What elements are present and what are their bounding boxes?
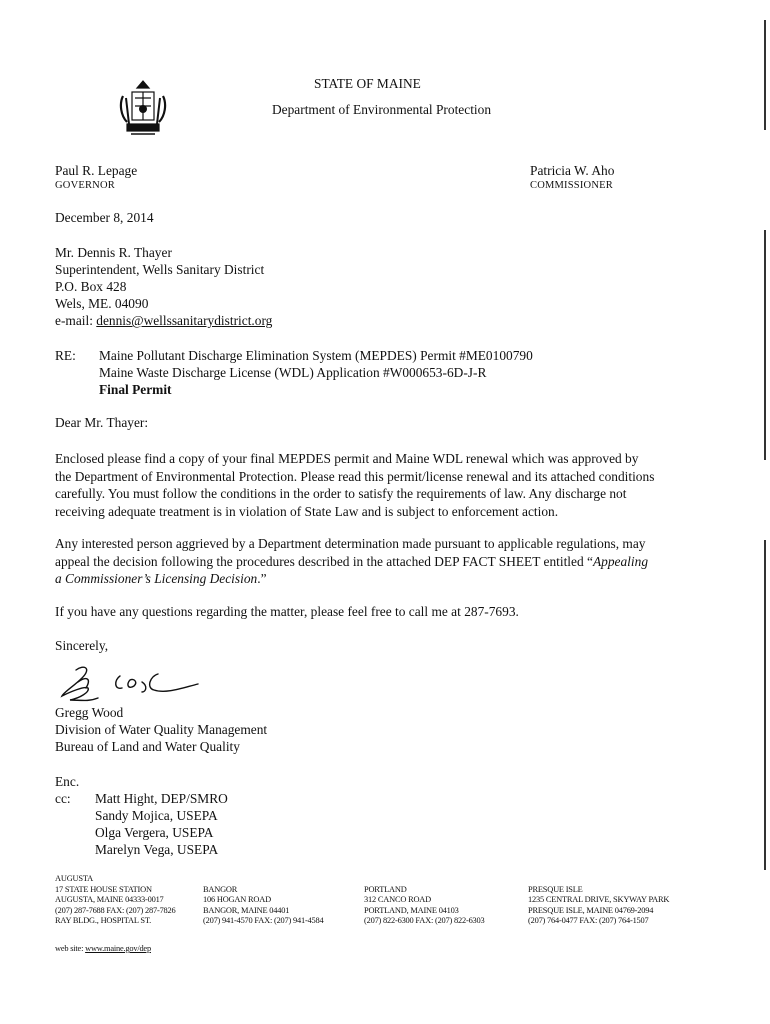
- footer-line: 17 STATE HOUSE STATION: [55, 884, 152, 894]
- re-line-1: Maine Pollutant Discharge Elimination System (MEPDES) Permit #ME0100790: [99, 348, 533, 363]
- paragraph2-line2-text: appeal the decision following the procedures described in the attached DEP FACT SHEET entitled “: [55, 553, 593, 569]
- department-name: Department of Environmental Protection: [272, 102, 492, 117]
- recipient-title: Superintendent, Wells Sanitary District: [55, 262, 265, 277]
- governor-name: Paul R. Lepage: [55, 163, 138, 178]
- footer-line: PORTLAND, MAINE 04103: [364, 905, 459, 915]
- website-label: web site:: [55, 944, 86, 953]
- salutation: Dear Mr. Thayer:: [55, 415, 149, 430]
- paragraph-appeal: [55, 535, 710, 588]
- paragraph1-line: carefully. You must follow the conditions in the order to satisfy the requirements of law. Any discharge not: [55, 486, 627, 502]
- footer-line: 106 HOGAN ROAD: [203, 895, 271, 905]
- signer-bureau: Bureau of Land and Water Quality: [55, 739, 240, 754]
- cc-name: Marelyn Vega, USEPA: [95, 842, 219, 857]
- governor-title: GOVERNOR: [55, 180, 115, 191]
- footer-line: PRESQUE ISLE: [528, 884, 583, 894]
- state-seal-icon: [117, 78, 169, 138]
- footer-line: AUGUSTA, MAINE 04333-0017: [55, 895, 164, 905]
- footer-line: PRESQUE ISLE, MAINE 04769-2094: [528, 905, 654, 915]
- cc-name: Matt Hight, DEP/SMRO: [95, 791, 228, 806]
- re-line-2: Maine Waste Discharge License (WDL) Application #W000653-6D-J-R: [99, 365, 487, 380]
- footer-line: RAY BLDG., HOSPITAL ST.: [55, 916, 152, 926]
- footer-line: (207) 822-6300 FAX: (207) 822-6303: [364, 916, 485, 926]
- paragraph2-line3: [55, 570, 710, 588]
- paragraph2-line1: Any interested person aggrieved by a Department determination made pursuant to applicable regulations, may: [55, 536, 646, 551]
- footer-line: (207) 287-7688 FAX: (207) 287-7826: [55, 905, 176, 915]
- paragraph1-line: the Department of Environmental Protection. Please read this permit/license renewal and its attached conditions: [55, 468, 655, 484]
- scan-edge-line: [764, 540, 766, 870]
- footer-line: BANGOR, MAINE 04401: [203, 905, 290, 915]
- re-line-3: Final Permit: [99, 382, 172, 397]
- footer-line: BANGOR: [203, 884, 238, 894]
- paragraph-enclosed: [55, 450, 710, 520]
- paragraph2-line3-end: .”: [257, 571, 267, 587]
- footer-bangor: [203, 885, 324, 927]
- cc-name: Sandy Mojica, USEPA: [95, 808, 218, 823]
- footer-portland: [364, 885, 485, 927]
- commissioner-title: COMMISSIONER: [530, 180, 613, 191]
- paragraph-questions: If you have any questions regarding the matter, please feel free to call me at 287-7693.: [55, 604, 519, 619]
- state-name: STATE OF MAINE: [314, 76, 421, 91]
- appeal-title-part1: Appealing: [592, 553, 649, 569]
- recipient-address1: P.O. Box 428: [55, 279, 127, 294]
- signer-name: Gregg Wood: [55, 705, 124, 720]
- footer-line: (207) 764-0477 FAX: (207) 764-1507: [528, 916, 649, 926]
- cc-label: cc:: [55, 791, 71, 806]
- commissioner-name: Patricia W. Aho: [530, 163, 615, 178]
- website-link[interactable]: www.maine.gov/dep: [85, 944, 151, 953]
- recipient-address2: Wels, ME. 04090: [55, 296, 149, 311]
- scan-edge-line: [764, 20, 766, 130]
- paragraph1-line: Enclosed please find a copy of your final MEPDES permit and Maine WDL renewal which was approved by: [55, 451, 639, 466]
- enclosure: Enc.: [55, 774, 80, 789]
- signature-icon: [58, 658, 208, 708]
- cc-name: Olga Vergera, USEPA: [95, 825, 214, 840]
- paragraph1-line: receiving adequate treatment is in violation of State Law and is subject to enforcement action.: [55, 503, 559, 519]
- footer-website: [55, 944, 151, 955]
- email-link[interactable]: dennis@wellssanitarydistrict.org: [96, 313, 273, 328]
- email-label: e-mail:: [55, 313, 97, 328]
- recipient-name: Mr. Dennis R. Thayer: [55, 245, 172, 260]
- re-label: RE:: [55, 348, 76, 363]
- footer-line: PORTLAND: [364, 884, 407, 894]
- footer-line: (207) 941-4570 FAX: (207) 941-4584: [203, 916, 324, 926]
- footer-line: AUGUSTA: [55, 874, 93, 883]
- closing: Sincerely,: [55, 638, 109, 653]
- scan-edge-line: [764, 230, 766, 460]
- recipient-email-line: [55, 312, 272, 330]
- footer-line: 1235 CENTRAL DRIVE, SKYWAY PARK: [528, 895, 670, 905]
- signer-division: Division of Water Quality Management: [55, 722, 268, 737]
- appeal-title-part2: a Commissioner’s Licensing Decision: [55, 571, 258, 587]
- letter-date: December 8, 2014: [55, 210, 154, 225]
- footer-augusta: [55, 874, 176, 927]
- footer-presque-isle: [528, 885, 669, 927]
- footer-line: 312 CANCO ROAD: [364, 895, 431, 905]
- paragraph2-line2: [55, 553, 710, 571]
